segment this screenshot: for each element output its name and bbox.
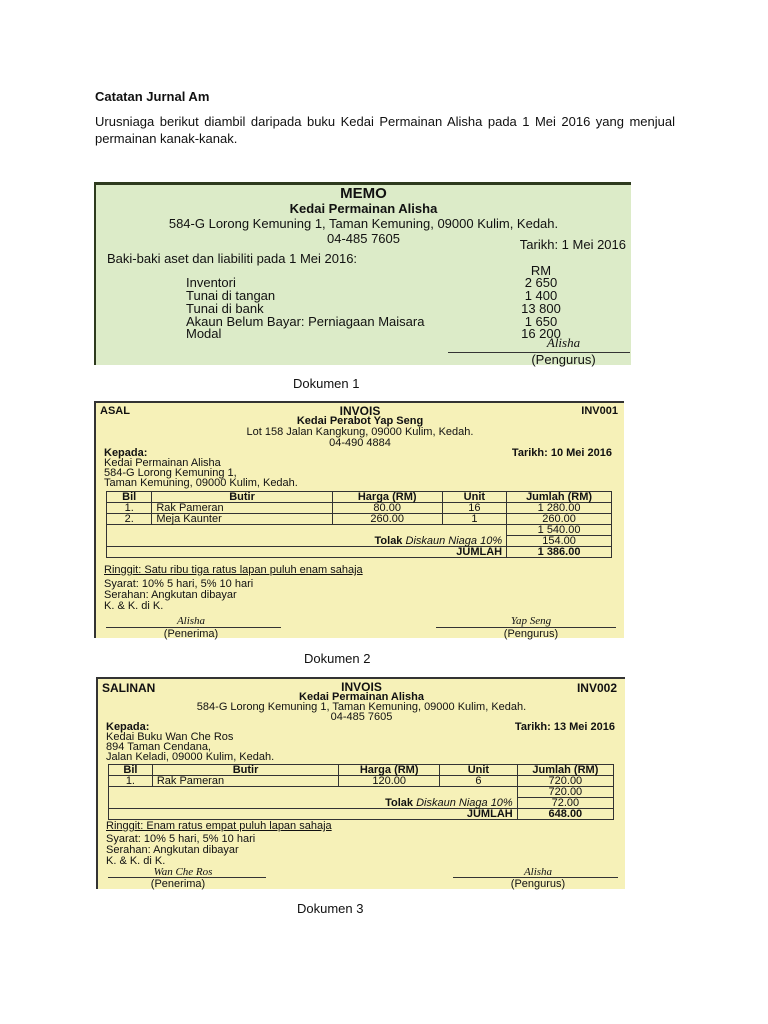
invoice-seller: Kedai Permainan Alisha	[299, 691, 424, 703]
invoice-to-line: 894 Taman Cendana,	[106, 741, 211, 753]
invoice-kk: K. & K. di K.	[106, 855, 166, 867]
receiver-label: (Penerima)	[163, 628, 219, 640]
cell-harga: 120.00	[339, 776, 440, 787]
memo-shop-name: Kedai Permainan Alisha	[289, 201, 438, 216]
invoice-seller-address: 584-G Lorong Kemuning 1, Taman Kemuning, 09000 Kulim, Kedah.	[196, 701, 527, 713]
memo-balance-label: Baki-baki aset dan liabiliti pada 1 Mei 2016:	[107, 251, 358, 266]
invoice-number: INV001	[581, 405, 618, 417]
subtotal-value: 1 540.00	[507, 525, 612, 536]
invoice-delivery: Serahan: Angkutan dibayar	[104, 589, 237, 601]
cell-jumlah: 720.00	[517, 776, 613, 787]
cell-unit: 6	[440, 776, 518, 787]
discount-value: 72.00	[517, 798, 613, 809]
discount-value: 154.00	[507, 536, 612, 547]
table-row	[107, 514, 612, 525]
memo-phone: 04-485 7605	[326, 231, 400, 246]
invoice-date: Tarikh: 10 Mei 2016	[511, 447, 612, 459]
invoice-terms: Syarat: 10% 5 hari, 5% 10 hari	[104, 578, 254, 590]
column-header: Harga (RM)	[339, 765, 440, 776]
caption-dokumen-1: Dokumen 1	[293, 376, 360, 391]
cell-bil: 2.	[107, 514, 152, 525]
invoice-to-line: Taman Kemuning, 09000 Kulim, Kedah.	[104, 477, 298, 489]
invoice-items-table	[106, 491, 612, 558]
total-value: 648.00	[517, 809, 613, 820]
signature-manager: Yap Seng	[510, 615, 552, 627]
invoice-items-table	[108, 764, 614, 820]
memo-item-value: 1 400	[524, 288, 558, 303]
total-row	[107, 547, 612, 558]
memo-item-label: Inventori	[186, 275, 236, 290]
receiver-label: (Penerima)	[150, 878, 206, 890]
cell-butir: Rak Pameran	[152, 776, 339, 787]
cell-harga: 80.00	[332, 503, 442, 514]
invoice-number: INV002	[576, 681, 617, 695]
invoice-to-line: Kedai Permainan Alisha	[104, 457, 221, 469]
signature-manager: Alisha	[523, 866, 553, 878]
invoice-to-label: Kepada:	[104, 447, 148, 459]
subtotal-row	[107, 525, 612, 536]
invoice-seller-address: Lot 158 Jalan Kangkung, 09000 Kulim, Kedah.	[246, 426, 474, 438]
column-header: Unit	[442, 492, 507, 503]
invoice-date: Tarikh: 13 Mei 2016	[514, 721, 615, 733]
total-label: JUMLAH	[442, 547, 507, 558]
total-label: JUMLAH	[440, 809, 518, 820]
cell-unit: 1	[442, 514, 507, 525]
invoice-terms: Syarat: 10% 5 hari, 5% 10 hari	[106, 833, 256, 845]
table-row	[109, 776, 614, 787]
invoice-seller-phone: 04-490 4884	[329, 437, 391, 449]
table-header-row	[109, 765, 614, 776]
memo-rm-header: RM	[530, 263, 552, 278]
discount-label-italic: Diskaun Niaga 10%	[405, 534, 503, 547]
signature-receiver: Wan Che Ros	[153, 866, 213, 878]
cell-butir: Meja Kaunter	[152, 514, 332, 525]
invoice-document-1	[94, 401, 624, 638]
memo-title: MEMO	[340, 185, 387, 202]
memo-address: 584-G Lorong Kemuning 1, Taman Kemuning, 09000 Kulim, Kedah.	[168, 216, 559, 231]
total-value: 1 386.00	[507, 547, 612, 558]
invoice-corner-label: SALINAN	[102, 681, 156, 695]
discount-label: Tolak	[374, 534, 403, 547]
cell-bil: 1.	[107, 503, 152, 514]
memo-signer-label: (Pengurus)	[531, 352, 596, 367]
cell-butir: Rak Pameran	[152, 503, 332, 514]
memo-item-value: 16 200	[521, 326, 561, 341]
page-heading: Catatan Jurnal Am	[95, 89, 210, 104]
invoice-title: INVOIS	[341, 680, 382, 694]
column-header: Butir	[152, 492, 332, 503]
table-header-row	[107, 492, 612, 503]
discount-row	[107, 536, 612, 547]
manager-label: (Pengurus)	[503, 628, 559, 640]
invoice-seller-phone: 04-485 7605	[330, 711, 393, 723]
intro-paragraph: Urusniaga berikut diambil daripada buku Kedai Permainan Alisha pada 1 Mei 2016 yang menjual permainan kanak-kanak.	[95, 114, 675, 146]
caption-dokumen-3: Dokumen 3	[297, 901, 364, 916]
cell-jumlah: 1 280.00	[507, 503, 612, 514]
invoice-delivery: Serahan: Angkutan dibayar	[106, 844, 239, 856]
memo-item-value: 13 800	[521, 301, 561, 316]
memo-item-value: 1 650	[524, 314, 558, 329]
total-row	[109, 809, 614, 820]
invoice-seller: Kedai Perabot Yap Seng	[296, 415, 424, 427]
discount-row	[109, 798, 614, 809]
memo-item-label: Tunai di bank	[186, 301, 264, 316]
memo-item-label: Tunai di tangan	[186, 288, 276, 303]
memo-item-value: 2 650	[524, 275, 558, 290]
manager-label: (Pengurus)	[510, 878, 566, 890]
memo-document	[94, 182, 631, 365]
invoice-to-line: Kedai Buku Wan Che Ros	[106, 731, 234, 743]
column-header: Jumlah (RM)	[517, 765, 613, 776]
memo-item-label: Akaun Belum Bayar: Perniagaan Maisara	[186, 314, 425, 329]
invoice-ringgit: Ringgit: Satu ribu tiga ratus lapan puluh enam sahaja	[104, 564, 363, 576]
cell-jumlah: 260.00	[507, 514, 612, 525]
memo-signature: Alisha	[546, 335, 581, 350]
column-header: Unit	[440, 765, 518, 776]
column-header: Jumlah (RM)	[507, 492, 612, 503]
invoice-corner-label: ASAL	[100, 405, 130, 417]
cell-harga: 260.00	[332, 514, 442, 525]
discount-label-italic: Diskaun Niaga 10%	[416, 796, 513, 809]
invoice-to-line: Jalan Keladi, 09000 Kulim, Kedah.	[106, 751, 275, 763]
signature-receiver: Alisha	[176, 615, 206, 627]
column-header: Bil	[107, 492, 152, 503]
cell-bil: 1.	[109, 776, 153, 787]
subtotal-value: 720.00	[517, 787, 613, 798]
cell-unit: 16	[442, 503, 507, 514]
memo-item-label: Modal	[186, 326, 222, 341]
memo-date: Tarikh: 1 Mei 2016	[519, 237, 626, 252]
invoice-kk: K. & K. di K.	[104, 600, 164, 612]
column-header: Harga (RM)	[332, 492, 442, 503]
invoice-document-2	[96, 677, 625, 889]
column-header: Bil	[109, 765, 153, 776]
invoice-to-label: Kepada:	[106, 721, 150, 733]
table-row	[107, 503, 612, 514]
caption-dokumen-2: Dokumen 2	[304, 651, 371, 666]
invoice-to-line: 584-G Lorong Kemuning 1,	[104, 467, 237, 479]
discount-label: Tolak	[385, 796, 414, 809]
invoice-ringgit: Ringgit: Enam ratus empat puluh lapan sahaja	[106, 820, 332, 832]
subtotal-row	[109, 787, 614, 798]
column-header: Butir	[152, 765, 339, 776]
invoice-title: INVOIS	[339, 404, 381, 418]
